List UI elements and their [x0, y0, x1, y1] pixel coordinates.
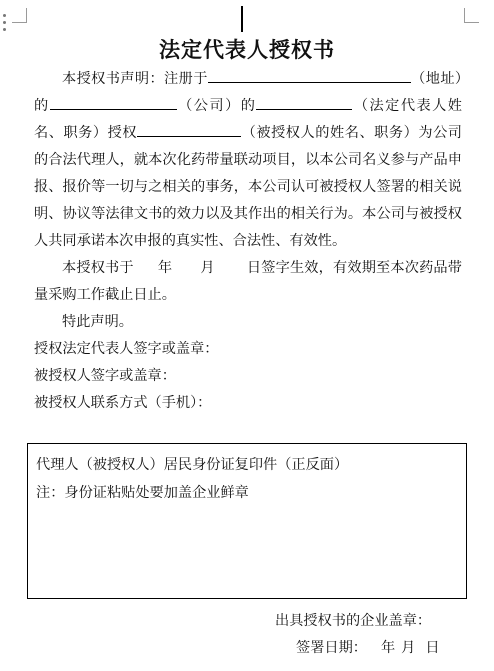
- authorized-signature-line: 被授权人签字或盖章：: [34, 368, 176, 384]
- page-corner-mark-left: [12, 8, 27, 23]
- legal-rep-signature-line: 授权法定代表人签字或盖章：: [34, 341, 219, 357]
- page-corner-mark-right: [464, 8, 479, 23]
- signing-date-label: 签署日期：: [296, 640, 367, 656]
- drag-handle-icon[interactable]: [3, 14, 7, 31]
- legal-rep-suffix: （法定代表人姓名、职务）授权: [34, 98, 462, 141]
- declaration-intro: 本授权书声明：注册于: [62, 71, 208, 87]
- address-suffix: （地址）的: [34, 71, 462, 114]
- contact-line: 被授权人联系方式（手机）：: [34, 395, 212, 411]
- id-card-attachment-box: [27, 443, 467, 599]
- address-blank[interactable]: [208, 67, 411, 83]
- company-seal-line: 出具授权书的企业盖章：: [275, 613, 432, 629]
- signing-date-day: 日: [425, 640, 440, 656]
- authorization-scope-text: （被授权人的姓名、职务）为公司的合法代理人，就本次化药带量联动项目，以本公司名义参与产品申报、报价等一切与之相关的事务，本公司认可被授权人签署的相关说明、协议等法律文书的效力以及其作出的相关行为。本公司与被授权人共同承诺本次申报的真实性、合法性、有效性。: [34, 125, 462, 249]
- authorized-person-blank[interactable]: [137, 121, 241, 137]
- text-cursor: [241, 6, 243, 32]
- validity-text: 日签字生效，有效期至本次药品带量采购工作截止日止。: [34, 260, 462, 303]
- signing-date-month: 月: [401, 640, 416, 656]
- id-card-copy-label: 代理人（被授权人）居民身份证复印件（正反面）: [36, 457, 349, 473]
- validity-paragraph: [34, 255, 462, 309]
- validity-year: 年: [157, 260, 173, 276]
- validity-intro: 本授权书于: [62, 260, 134, 276]
- declaration-paragraph: [34, 66, 462, 255]
- closing-statement: 特此声明。: [62, 314, 133, 330]
- document-body: [34, 66, 462, 417]
- validity-month: 月: [200, 260, 215, 276]
- legal-rep-blank[interactable]: [256, 94, 352, 110]
- id-card-seal-note: 注：身份证粘贴处要加盖企业鲜章: [36, 485, 249, 501]
- signing-date-year: 年: [380, 640, 396, 656]
- document-title: 法定代表人授权书: [159, 38, 335, 62]
- signing-date-line: [296, 637, 440, 657]
- company-blank[interactable]: [50, 94, 177, 110]
- company-suffix: （公司）的: [176, 98, 257, 114]
